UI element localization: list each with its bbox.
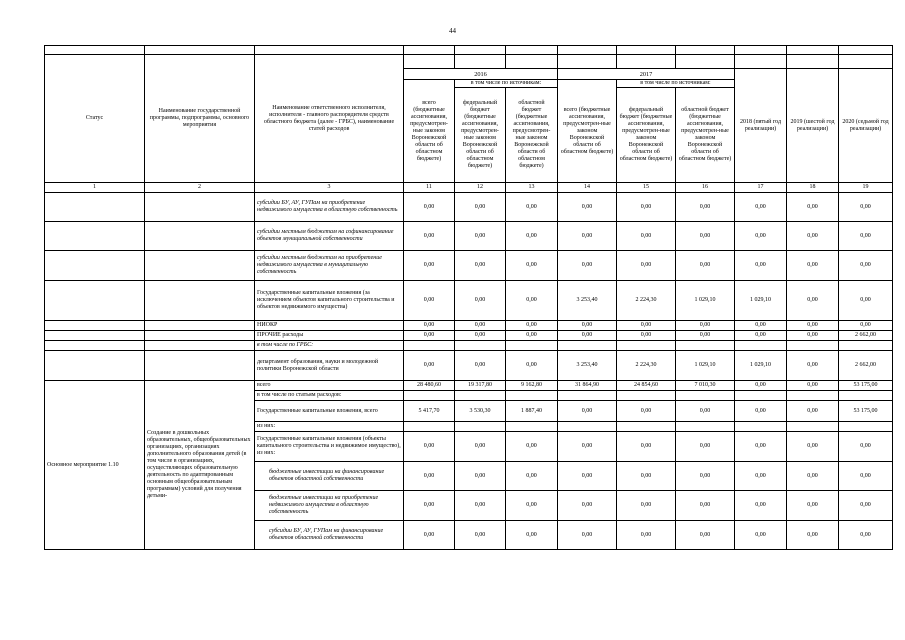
value-cell: 0,00	[558, 321, 617, 331]
value-cell: 0,00	[735, 401, 787, 422]
activity-status: Основное мероприятие 1.10	[45, 381, 145, 550]
value-cell: 0,00	[506, 281, 558, 321]
table-row	[45, 341, 893, 351]
row-label: Государственные капитальные вложения (объекты капитального строительства и недвижимое имущество), из них:	[255, 432, 404, 462]
header-federal-2017: федеральный бюджет (бюджетные ассигнования, предусмотрен-ные законом Воронежской области об областном бюджете)	[617, 88, 676, 183]
value-cell	[735, 391, 787, 401]
value-cell: 1 029,10	[676, 351, 735, 381]
value-cell: 0,00	[558, 331, 617, 341]
value-cell: 0,00	[787, 351, 839, 381]
value-cell: 0,00	[404, 251, 455, 281]
value-cell: 1 029,10	[676, 281, 735, 321]
header-blank-row-1	[45, 46, 893, 55]
value-cell: 1 029,10	[735, 281, 787, 321]
value-cell	[676, 341, 735, 351]
column-number: 2	[145, 183, 255, 193]
value-cell: 0,00	[735, 321, 787, 331]
value-cell: 0,00	[558, 401, 617, 422]
column-number: 18	[787, 183, 839, 193]
value-cell	[506, 391, 558, 401]
value-cell: 2 224,30	[617, 351, 676, 381]
value-cell: 0,00	[404, 193, 455, 222]
value-cell	[455, 391, 506, 401]
empty-cell	[45, 193, 145, 222]
value-cell: 0,00	[787, 381, 839, 391]
value-cell: 0,00	[787, 331, 839, 341]
value-cell	[506, 422, 558, 432]
value-cell: 0,00	[617, 401, 676, 422]
value-cell: 2 662,00	[839, 351, 893, 381]
value-cell: 31 864,90	[558, 381, 617, 391]
value-cell: 0,00	[617, 491, 676, 521]
value-cell: 0,00	[787, 432, 839, 462]
value-cell: 0,00	[558, 222, 617, 251]
value-cell: 0,00	[839, 281, 893, 321]
row-label: субсидии местным бюджетам на приобретение недвижимого имущества в муниципальную собственность	[255, 251, 404, 281]
value-cell: 0,00	[787, 222, 839, 251]
value-cell	[455, 341, 506, 351]
table-row	[45, 321, 893, 331]
row-label: всего	[255, 381, 404, 391]
value-cell	[617, 391, 676, 401]
value-cell: 0,00	[676, 521, 735, 550]
value-cell: 0,00	[506, 193, 558, 222]
value-cell: 0,00	[506, 432, 558, 462]
value-cell: 0,00	[839, 521, 893, 550]
row-label: из них:	[255, 422, 404, 432]
table-row	[45, 251, 893, 281]
value-cell: 0,00	[617, 331, 676, 341]
value-cell: 0,00	[735, 193, 787, 222]
value-cell: 28 480,60	[404, 381, 455, 391]
header-2019: 2019 (шестой год реализации)	[787, 69, 839, 183]
header-federal-2016: федеральный бюджет (бюджетные ассигнования, предусмотрен-ные законом Воронежской области об областном бюджете)	[455, 88, 506, 183]
value-cell: 0,00	[839, 432, 893, 462]
value-cell: 0,00	[455, 222, 506, 251]
value-cell: 0,00	[839, 491, 893, 521]
value-cell	[735, 341, 787, 351]
row-label: Государственные капитальные вложения (за исключением объектов капитального строительства и объектов недвижимого имущества)	[255, 281, 404, 321]
empty-cell	[45, 351, 145, 381]
value-cell	[617, 422, 676, 432]
value-cell: 0,00	[455, 491, 506, 521]
value-cell: 0,00	[676, 491, 735, 521]
table-row	[45, 331, 893, 341]
table-row	[45, 281, 893, 321]
value-cell: 24 854,60	[617, 381, 676, 391]
value-cell	[787, 422, 839, 432]
value-cell: 1 029,10	[735, 351, 787, 381]
value-cell: 0,00	[676, 321, 735, 331]
value-cell: 0,00	[839, 222, 893, 251]
column-number: 13	[506, 183, 558, 193]
value-cell: 3 253,40	[558, 351, 617, 381]
value-cell: 0,00	[404, 351, 455, 381]
value-cell: 0,00	[617, 432, 676, 462]
row-label: ПРОЧИЕ расходы	[255, 331, 404, 341]
value-cell: 0,00	[839, 462, 893, 491]
value-cell: 0,00	[787, 251, 839, 281]
value-cell: 0,00	[404, 521, 455, 550]
value-cell	[404, 391, 455, 401]
column-number: 14	[558, 183, 617, 193]
empty-cell	[145, 341, 255, 351]
value-cell: 0,00	[455, 321, 506, 331]
header-executor: Наименование ответственного исполнителя, исполнителя - главного распорядителя средств областного бюджета (далее - ГРБС), наименование статей расходов	[255, 55, 404, 183]
row-label: бюджетные инвестиции на приобретение недвижимого имущества в областную собственность	[255, 491, 404, 521]
header-sources-2016: в том числе по источникам:	[455, 80, 558, 88]
value-cell: 0,00	[558, 521, 617, 550]
header-total-2016: всего (бюджетные ассигнования, предусмотрен-ные законом Воронежской области об областном бюджете)	[404, 80, 455, 183]
value-cell: 0,00	[735, 381, 787, 391]
header-status: Статус	[45, 55, 145, 183]
value-cell: 0,00	[676, 251, 735, 281]
row-label: Государственные капитальные вложения, всего	[255, 401, 404, 422]
value-cell: 0,00	[506, 351, 558, 381]
column-number: 16	[676, 183, 735, 193]
value-cell: 3 253,40	[558, 281, 617, 321]
value-cell: 0,00	[558, 462, 617, 491]
value-cell: 0,00	[839, 193, 893, 222]
activity-name: Создание в дошкольных образовательных, общеобразовательных организациях, организациях дополнительного образования детей (в том числе в организациях, осуществляющих образовательную деятельность по адаптированным основным общеобразовательным программам) условий для получения детьми-	[145, 381, 255, 550]
header-sources-2017: в том числе по источникам:	[617, 80, 735, 88]
row-label: субсидии местным бюджетам на софинансирование объектов муниципальной собственности	[255, 222, 404, 251]
empty-cell	[45, 321, 145, 331]
value-cell: 0,00	[558, 491, 617, 521]
value-cell: 0,00	[787, 321, 839, 331]
empty-cell	[145, 193, 255, 222]
value-cell: 0,00	[787, 193, 839, 222]
value-cell: 0,00	[617, 193, 676, 222]
value-cell: 0,00	[506, 331, 558, 341]
value-cell: 0,00	[506, 491, 558, 521]
empty-cell	[45, 331, 145, 341]
empty-cell	[145, 222, 255, 251]
value-cell: 0,00	[676, 222, 735, 251]
value-cell	[787, 341, 839, 351]
row-label: в том числе по ГРБС:	[255, 341, 404, 351]
value-cell	[455, 422, 506, 432]
value-cell: 3 530,30	[455, 401, 506, 422]
value-cell	[787, 391, 839, 401]
value-cell: 7 010,30	[676, 381, 735, 391]
empty-cell	[145, 251, 255, 281]
value-cell: 0,00	[455, 521, 506, 550]
header-program-name: Наименование государственной программы, подпрограммы, основного мероприятия	[145, 55, 255, 183]
value-cell	[617, 341, 676, 351]
value-cell	[558, 341, 617, 351]
value-cell: 9 162,80	[506, 381, 558, 391]
value-cell	[506, 341, 558, 351]
value-cell: 0,00	[506, 462, 558, 491]
value-cell: 2 662,00	[839, 331, 893, 341]
empty-cell	[145, 331, 255, 341]
column-number: 11	[404, 183, 455, 193]
column-number: 1	[45, 183, 145, 193]
value-cell: 0,00	[787, 521, 839, 550]
header-2020: 2020 (седьмой год реализации)	[839, 69, 893, 183]
value-cell: 0,00	[617, 521, 676, 550]
value-cell	[839, 391, 893, 401]
empty-cell	[45, 341, 145, 351]
table-row	[45, 351, 893, 381]
value-cell: 0,00	[455, 351, 506, 381]
value-cell	[558, 422, 617, 432]
row-label: субсидии БУ, АУ, ГУПам на финансирование объектов областной собственности	[255, 521, 404, 550]
row-label: департамент образования, науки и молодежной политики Воронежской области	[255, 351, 404, 381]
value-cell: 1 887,40	[506, 401, 558, 422]
empty-cell	[145, 351, 255, 381]
row-label: бюджетные инвестиции на финансирование объектов областной собственности	[255, 462, 404, 491]
value-cell: 0,00	[558, 432, 617, 462]
value-cell: 0,00	[404, 281, 455, 321]
value-cell: 53 175,00	[839, 401, 893, 422]
value-cell: 0,00	[455, 251, 506, 281]
value-cell: 0,00	[455, 432, 506, 462]
header-regional-2017: областной бюджет (бюджетные ассигнования, предусмотрен-ные законом Воронежской области об областном бюджете)	[676, 88, 735, 183]
value-cell	[404, 341, 455, 351]
value-cell: 0,00	[404, 321, 455, 331]
value-cell: 0,00	[404, 491, 455, 521]
value-cell: 0,00	[455, 281, 506, 321]
value-cell	[839, 341, 893, 351]
table-row	[45, 193, 893, 222]
table-row	[45, 381, 893, 391]
empty-cell	[45, 251, 145, 281]
value-cell: 0,00	[735, 222, 787, 251]
value-cell: 0,00	[558, 193, 617, 222]
empty-cell	[45, 281, 145, 321]
column-number: 12	[455, 183, 506, 193]
value-cell: 0,00	[676, 462, 735, 491]
value-cell: 0,00	[676, 331, 735, 341]
value-cell: 0,00	[839, 251, 893, 281]
row-label: субсидии БУ, АУ, ГУПам на приобретение недвижимого имущества в областную собственность	[255, 193, 404, 222]
column-number: 3	[255, 183, 404, 193]
value-cell: 19 317,80	[455, 381, 506, 391]
column-number: 17	[735, 183, 787, 193]
block-1-rows	[45, 193, 893, 381]
table-row	[45, 222, 893, 251]
value-cell: 53 175,00	[839, 381, 893, 391]
header-year-2017: 2017	[558, 69, 735, 80]
value-cell: 0,00	[455, 331, 506, 341]
value-cell: 0,00	[735, 491, 787, 521]
value-cell: 0,00	[404, 462, 455, 491]
header-blank-row-2	[45, 55, 893, 69]
value-cell: 0,00	[617, 462, 676, 491]
value-cell: 0,00	[404, 222, 455, 251]
value-cell: 0,00	[506, 222, 558, 251]
value-cell: 0,00	[455, 462, 506, 491]
header-total-2017: всего (бюджетные ассигнования, предусмотрен-ные законом Воронежской области об областном бюджете)	[558, 80, 617, 183]
value-cell	[839, 422, 893, 432]
empty-cell	[145, 281, 255, 321]
value-cell: 0,00	[676, 401, 735, 422]
value-cell: 0,00	[617, 321, 676, 331]
page-number: 44	[449, 27, 456, 35]
value-cell: 2 224,30	[617, 281, 676, 321]
row-label: НИОКР	[255, 321, 404, 331]
value-cell: 0,00	[506, 321, 558, 331]
value-cell: 0,00	[839, 321, 893, 331]
value-cell: 0,00	[735, 251, 787, 281]
value-cell: 0,00	[787, 462, 839, 491]
value-cell: 0,00	[787, 491, 839, 521]
budget-table	[44, 45, 893, 550]
value-cell: 0,00	[455, 193, 506, 222]
value-cell: 0,00	[558, 251, 617, 281]
value-cell: 0,00	[617, 251, 676, 281]
value-cell: 0,00	[735, 462, 787, 491]
column-number: 19	[839, 183, 893, 193]
value-cell	[676, 422, 735, 432]
value-cell: 0,00	[404, 331, 455, 341]
row-label: в том числе по статьям расходов:	[255, 391, 404, 401]
value-cell: 5 417,70	[404, 401, 455, 422]
value-cell: 0,00	[676, 193, 735, 222]
value-cell	[404, 422, 455, 432]
value-cell: 0,00	[787, 401, 839, 422]
value-cell: 0,00	[506, 521, 558, 550]
column-number-row	[45, 183, 893, 193]
value-cell: 0,00	[735, 331, 787, 341]
header-regional-2016: областной бюджет (бюджетные ассигнования, предусмотрен-ные законом Воронежской области об областном бюджете)	[506, 88, 558, 183]
value-cell: 0,00	[506, 251, 558, 281]
value-cell: 0,00	[787, 281, 839, 321]
value-cell: 0,00	[617, 222, 676, 251]
value-cell: 0,00	[735, 432, 787, 462]
column-number: 15	[617, 183, 676, 193]
header-2018: 2018 (пятый год реализации)	[735, 69, 787, 183]
empty-cell	[145, 321, 255, 331]
value-cell: 0,00	[676, 432, 735, 462]
block-2-rows	[45, 381, 893, 550]
value-cell	[735, 422, 787, 432]
value-cell: 0,00	[735, 521, 787, 550]
header-year-2016: 2016	[404, 69, 558, 80]
value-cell: 0,00	[404, 432, 455, 462]
value-cell	[676, 391, 735, 401]
empty-cell	[45, 222, 145, 251]
value-cell	[558, 391, 617, 401]
